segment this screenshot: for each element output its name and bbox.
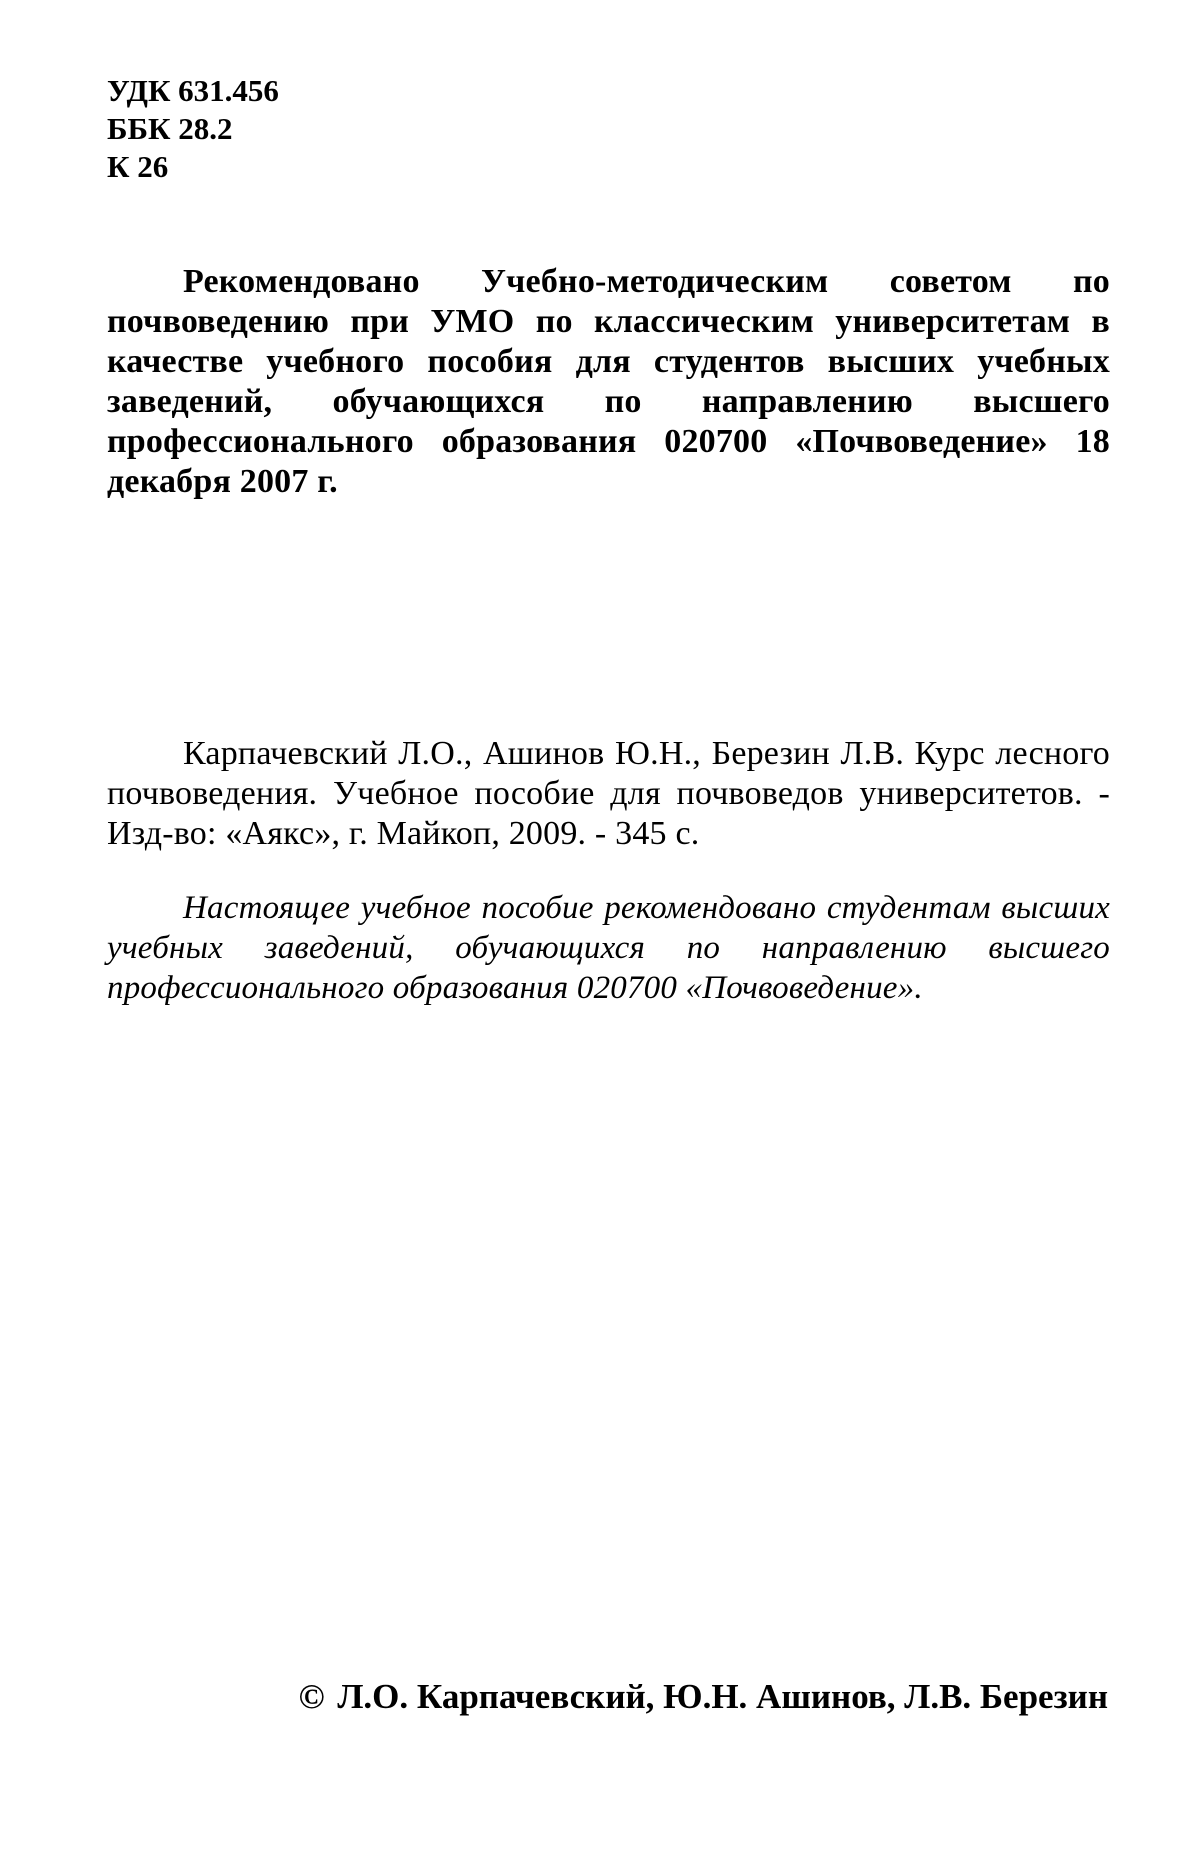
recommendation-text: Рекомендовано Учебно-методическим советом по почвоведению при УМО по классическим университетам в качестве учебного пособия для студентов высших учебных заведений, обучающихся по направлению высшего профессионального образования 020700 «Почвоведение» 18 декабря 2007 г.: [107, 263, 1110, 500]
book-annotation: [107, 888, 1110, 1008]
copyright-line: [298, 1676, 1108, 1718]
bbk-code: ББК 28.2: [107, 111, 233, 146]
copyright-icon: ©: [298, 1677, 325, 1716]
classification-codes: [107, 72, 279, 186]
bibliographic-citation: [107, 734, 1110, 854]
copyright-holders: Л.О. Карпачевский, Ю.Н. Ашинов, Л.В. Березин: [337, 1677, 1108, 1716]
citation-text: Карпачевский Л.О., Ашинов Ю.Н., Березин Л.В. Курс лесного почвоведения. Учебное пособие для почвоведов университетов. - Изд-во: «Аякс», г. Майкоп, 2009. - 345 с.: [107, 735, 1110, 852]
udk-code: УДК 631.456: [107, 73, 279, 108]
annotation-text: Настоящее учебное пособие рекомендовано студентам высших учебных заведений, обучающихся по направлению высшего профессионального образования 020700 «Почвоведение».: [107, 890, 1110, 1006]
recommendation-statement: [107, 262, 1110, 502]
author-mark: К 26: [107, 149, 169, 184]
